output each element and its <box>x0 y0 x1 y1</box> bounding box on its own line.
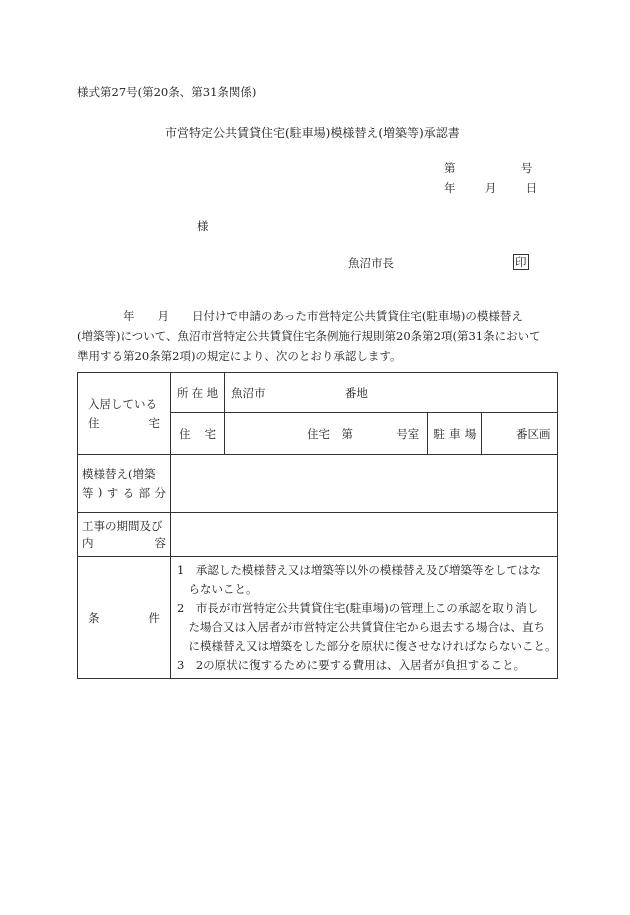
condition-line: らないこと。 <box>177 581 258 596</box>
residence-label-line2: 住 宅 <box>88 416 160 430</box>
condition-line: に模様替え又は増築をした部分を原状に復させなければならないこと。 <box>177 638 557 653</box>
condition-line: 3 2の原状に復するために要する費用は、入居者が負担すること。 <box>177 657 526 672</box>
location-row <box>78 373 558 413</box>
form-number: 様式第27号(第20条、第31条関係) <box>77 85 257 99</box>
residence-label-cell <box>78 373 171 455</box>
document-number-line <box>444 160 532 176</box>
number-prefix: 第 <box>444 161 456 175</box>
conditions-label-cell: 条 件 <box>78 557 171 679</box>
conditions-row <box>78 557 558 679</box>
addressee-suffix: 様 <box>197 219 209 233</box>
document-title: 市営特定公共賃貸住宅(駐車場)模様替え(増築等)承認書 <box>165 126 460 140</box>
document-date-line <box>444 180 537 196</box>
seal-mark: 印 <box>515 255 527 269</box>
renovation-label-line1: 模様替え(増築 <box>82 467 156 481</box>
housing-label-cell: 住 宅 <box>171 413 225 455</box>
conditions-text-cell <box>171 557 558 679</box>
residence-label-line1: 入居している <box>88 397 157 411</box>
housing-number-cell <box>225 413 428 455</box>
city-name: 魚沼市 <box>231 385 266 400</box>
body-line-2: (増築等)について、魚沼市営特定公共賃貸住宅条例施行規則第20条第2項(第31条において <box>77 329 541 343</box>
period-row <box>78 513 558 557</box>
period-label-cell <box>78 513 171 557</box>
body-line-3: 準用する第20条第2項)の規定により、次のとおり承認します。 <box>77 349 402 363</box>
parking-label-cell: 駐 車 場 <box>428 413 482 455</box>
parking-block-cell <box>482 413 557 455</box>
issuer-name: 魚沼市長 <box>348 256 394 270</box>
approval-details-table <box>77 372 558 679</box>
renovation-row <box>78 455 558 513</box>
block-label: 番区画 <box>516 426 551 441</box>
date-month: 月 <box>484 181 497 195</box>
condition-line: 2 市長が市営特定公共賃貸住宅(駐車場)の管理上この承認を取り消し <box>177 600 539 615</box>
banchi-label: 番地 <box>344 385 368 400</box>
number-suffix: 号 <box>520 161 533 175</box>
date-year: 年 <box>444 181 456 195</box>
period-label-line1: 工事の期間及び <box>82 519 163 533</box>
renovation-value-cell <box>171 455 558 513</box>
body-line-1: 年 月 日付けで申請のあった市営特定公共賃貸住宅(駐車場)の模様替え <box>123 309 523 323</box>
housing-prefix: 住宅 第 <box>307 426 353 441</box>
condition-line: 1 承認した模様替え又は増築等以外の模様替え及び増築等をしてはな <box>177 562 541 577</box>
approval-body-text <box>77 306 555 366</box>
location-label-cell: 所 在 地 <box>171 373 225 413</box>
location-value-cell <box>225 373 557 413</box>
renovation-label-line2: 等 ) す る 部 分 <box>82 485 166 500</box>
period-value-cell <box>171 513 558 557</box>
condition-line: た場合又は入居者が市営特定公共賃貸住宅から退去する場合は、直ち <box>177 619 545 634</box>
date-day: 日 <box>525 181 538 195</box>
room-label: 号室 <box>396 426 420 441</box>
period-label-line2: 内 容 <box>82 536 166 550</box>
renovation-label-cell <box>78 455 171 513</box>
